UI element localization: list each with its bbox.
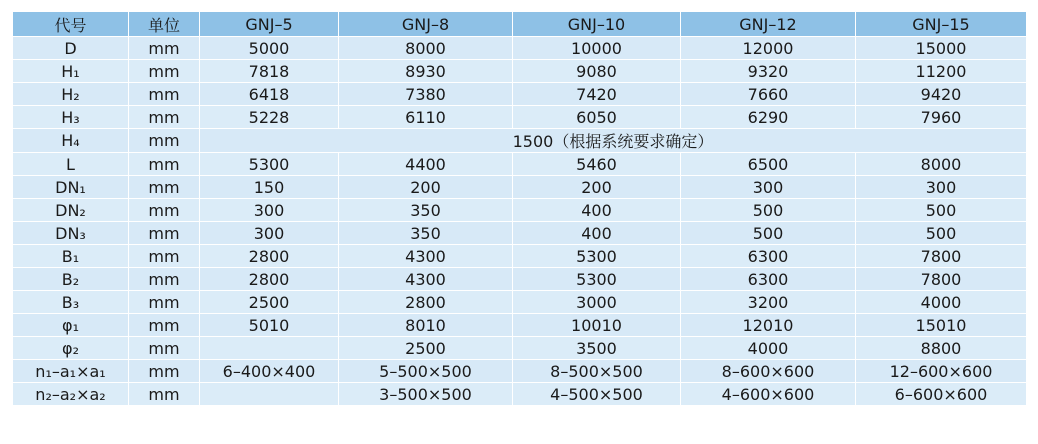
row-code: D <box>13 37 129 60</box>
table-cell: 6418 <box>200 83 339 106</box>
table-cell: 5300 <box>513 245 681 268</box>
table-row <box>13 60 1027 83</box>
table-cell: 7800 <box>856 245 1027 268</box>
row-code: DN₁ <box>13 176 129 199</box>
row-code: φ₁ <box>13 314 129 337</box>
table-cell: 6290 <box>681 106 856 129</box>
row-unit: mm <box>129 245 200 268</box>
row-unit: mm <box>129 176 200 199</box>
table-cell: 7960 <box>856 106 1027 129</box>
header-gnj-15: GNJ–15 <box>856 12 1027 37</box>
table-cell: 12000 <box>681 37 856 60</box>
table-cell: 10010 <box>513 314 681 337</box>
row-unit: mm <box>129 360 200 383</box>
table-cell: 11200 <box>856 60 1027 83</box>
table-cell: 350 <box>339 222 513 245</box>
table-cell: 3000 <box>513 291 681 314</box>
header-gnj-12: GNJ–12 <box>681 12 856 37</box>
table-row <box>13 291 1027 314</box>
table-cell: 6–400×400 <box>200 360 339 383</box>
table-cell: 3200 <box>681 291 856 314</box>
table-cell: 5460 <box>513 153 681 176</box>
header-gnj-10: GNJ–10 <box>513 12 681 37</box>
row-code: B₂ <box>13 268 129 291</box>
table-row <box>13 360 1027 383</box>
table-cell: 4000 <box>681 337 856 360</box>
header-unit: 单位 <box>129 12 200 37</box>
table-cell: 9420 <box>856 83 1027 106</box>
table-cell: 350 <box>339 199 513 222</box>
row-code: n₁–a₁×a₁ <box>13 360 129 383</box>
row-code: φ₂ <box>13 337 129 360</box>
table-cell: 15010 <box>856 314 1027 337</box>
row-code: H₄ <box>13 129 129 153</box>
table-cell: 15000 <box>856 37 1027 60</box>
table-row <box>13 37 1027 60</box>
spec-table-container <box>12 11 1026 423</box>
table-cell: 200 <box>339 176 513 199</box>
table-cell: 10000 <box>513 37 681 60</box>
table-cell: 7380 <box>339 83 513 106</box>
table-cell: 5–500×500 <box>339 360 513 383</box>
table-cell: 2500 <box>200 291 339 314</box>
row-unit: mm <box>129 83 200 106</box>
header-gnj-5: GNJ–5 <box>200 12 339 37</box>
table-cell: 500 <box>681 222 856 245</box>
table-cell: 9320 <box>681 60 856 83</box>
table-cell: 8–600×600 <box>681 360 856 383</box>
table-cell: 7660 <box>681 83 856 106</box>
table-cell: 2800 <box>200 268 339 291</box>
header-code: 代号 <box>13 12 129 37</box>
table-cell: 400 <box>513 199 681 222</box>
row-code: DN₂ <box>13 199 129 222</box>
table-cell: 150 <box>200 176 339 199</box>
table-cell: 4000 <box>856 291 1027 314</box>
table-cell: 8000 <box>856 153 1027 176</box>
table-row <box>13 129 1027 153</box>
row-code: n₂–a₂×a₂ <box>13 383 129 406</box>
table-cell: 7420 <box>513 83 681 106</box>
spec-table <box>12 11 1027 406</box>
table-cell <box>200 337 339 360</box>
table-cell: 6500 <box>681 153 856 176</box>
row-unit: mm <box>129 222 200 245</box>
row-code: H₂ <box>13 83 129 106</box>
table-row <box>13 153 1027 176</box>
table-cell: 5300 <box>513 268 681 291</box>
table-cell: 300 <box>681 176 856 199</box>
table-cell: 300 <box>200 222 339 245</box>
row-code: L <box>13 153 129 176</box>
table-cell: 7800 <box>856 268 1027 291</box>
table-cell: 8000 <box>339 37 513 60</box>
row-unit: mm <box>129 60 200 83</box>
table-cell: 4–500×500 <box>513 383 681 406</box>
row-unit: mm <box>129 314 200 337</box>
header-row <box>13 12 1027 37</box>
table-row <box>13 222 1027 245</box>
row-code: H₃ <box>13 106 129 129</box>
row-unit: mm <box>129 199 200 222</box>
table-row <box>13 106 1027 129</box>
table-cell: 4300 <box>339 245 513 268</box>
table-cell: 300 <box>856 176 1027 199</box>
table-cell: 300 <box>200 199 339 222</box>
row-code: DN₃ <box>13 222 129 245</box>
table-cell: 5228 <box>200 106 339 129</box>
table-cell: 4300 <box>339 268 513 291</box>
table-cell: 3500 <box>513 337 681 360</box>
table-row <box>13 176 1027 199</box>
table-cell: 3–500×500 <box>339 383 513 406</box>
table-cell: 4400 <box>339 153 513 176</box>
table-cell: 12–600×600 <box>856 360 1027 383</box>
table-row <box>13 199 1027 222</box>
table-cell: 8930 <box>339 60 513 83</box>
row-unit: mm <box>129 268 200 291</box>
table-cell: 6–600×600 <box>856 383 1027 406</box>
table-cell: 8–500×500 <box>513 360 681 383</box>
table-cell-merged: 1500（根据系统要求确定） <box>200 129 1027 153</box>
table-cell: 5010 <box>200 314 339 337</box>
table-row <box>13 337 1027 360</box>
table-row <box>13 314 1027 337</box>
table-cell: 200 <box>513 176 681 199</box>
table-cell: 2800 <box>200 245 339 268</box>
row-unit: mm <box>129 383 200 406</box>
table-cell: 400 <box>513 222 681 245</box>
table-cell: 7818 <box>200 60 339 83</box>
table-row <box>13 83 1027 106</box>
table-row <box>13 383 1027 406</box>
table-cell: 5300 <box>200 153 339 176</box>
table-cell: 6300 <box>681 245 856 268</box>
header-gnj-8: GNJ–8 <box>339 12 513 37</box>
table-cell: 8010 <box>339 314 513 337</box>
table-cell: 5000 <box>200 37 339 60</box>
table-cell <box>200 383 339 406</box>
row-code: B₁ <box>13 245 129 268</box>
table-row <box>13 245 1027 268</box>
row-unit: mm <box>129 37 200 60</box>
row-code: B₃ <box>13 291 129 314</box>
table-cell: 500 <box>856 222 1027 245</box>
table-cell: 2500 <box>339 337 513 360</box>
table-cell: 9080 <box>513 60 681 83</box>
row-unit: mm <box>129 291 200 314</box>
table-cell: 4–600×600 <box>681 383 856 406</box>
row-unit: mm <box>129 129 200 153</box>
row-unit: mm <box>129 337 200 360</box>
table-row <box>13 268 1027 291</box>
table-cell: 6050 <box>513 106 681 129</box>
table-cell: 500 <box>856 199 1027 222</box>
table-cell: 6110 <box>339 106 513 129</box>
table-cell: 6300 <box>681 268 856 291</box>
row-unit: mm <box>129 153 200 176</box>
row-unit: mm <box>129 106 200 129</box>
row-code: H₁ <box>13 60 129 83</box>
table-cell: 12010 <box>681 314 856 337</box>
table-cell: 500 <box>681 199 856 222</box>
table-cell: 2800 <box>339 291 513 314</box>
table-cell: 8800 <box>856 337 1027 360</box>
